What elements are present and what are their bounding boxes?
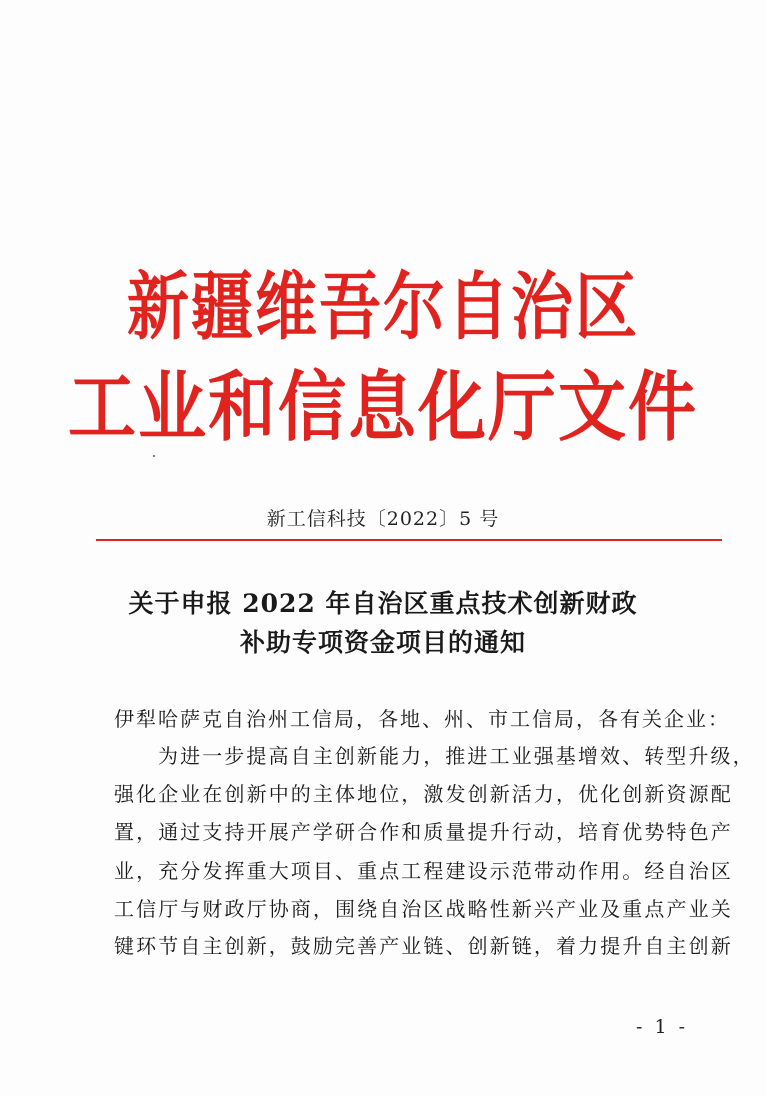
scan-speck: [153, 455, 155, 457]
body-text-line: 键环节自主创新，鼓励完善产业链、创新链，着力提升自主创新: [114, 934, 733, 958]
notice-title-line1: 关于申报 2022 年自治区重点技术创新财政: [128, 589, 638, 618]
body-text-line: 置，通过支持开展产学研合作和质量提升行动，培育优势特色产: [114, 820, 733, 844]
body-text-line: 为进一步提高自主创新能力，推进工业强基增效、转型升级，: [158, 744, 755, 768]
body-text-line: 强化企业在创新中的主体地位，激发创新活力，优化创新资源配: [114, 782, 733, 806]
body-text-line: 业，充分发挥重大项目、重点工程建设示范带动作用。经自治区: [114, 859, 733, 883]
body-text-line: 工信厅与财政厅协商，围绕自治区战略性新兴产业及重点产业关: [114, 897, 733, 921]
red-separator-line: [96, 539, 722, 541]
issuer-name-line1: 新疆维吾尔自治区: [126, 263, 639, 350]
document-number: 新工信科技〔2022〕5 号: [266, 508, 500, 530]
page-number: - 1 -: [636, 1016, 689, 1038]
issuer-name-line2: 工业和信息化厅文件: [67, 364, 698, 453]
addressee-line: 伊犁哈萨克自治州工信局，各地、州、市工信局，各有关企业：: [114, 707, 730, 731]
notice-title-line2: 补助专项资金项目的通知: [239, 628, 526, 657]
